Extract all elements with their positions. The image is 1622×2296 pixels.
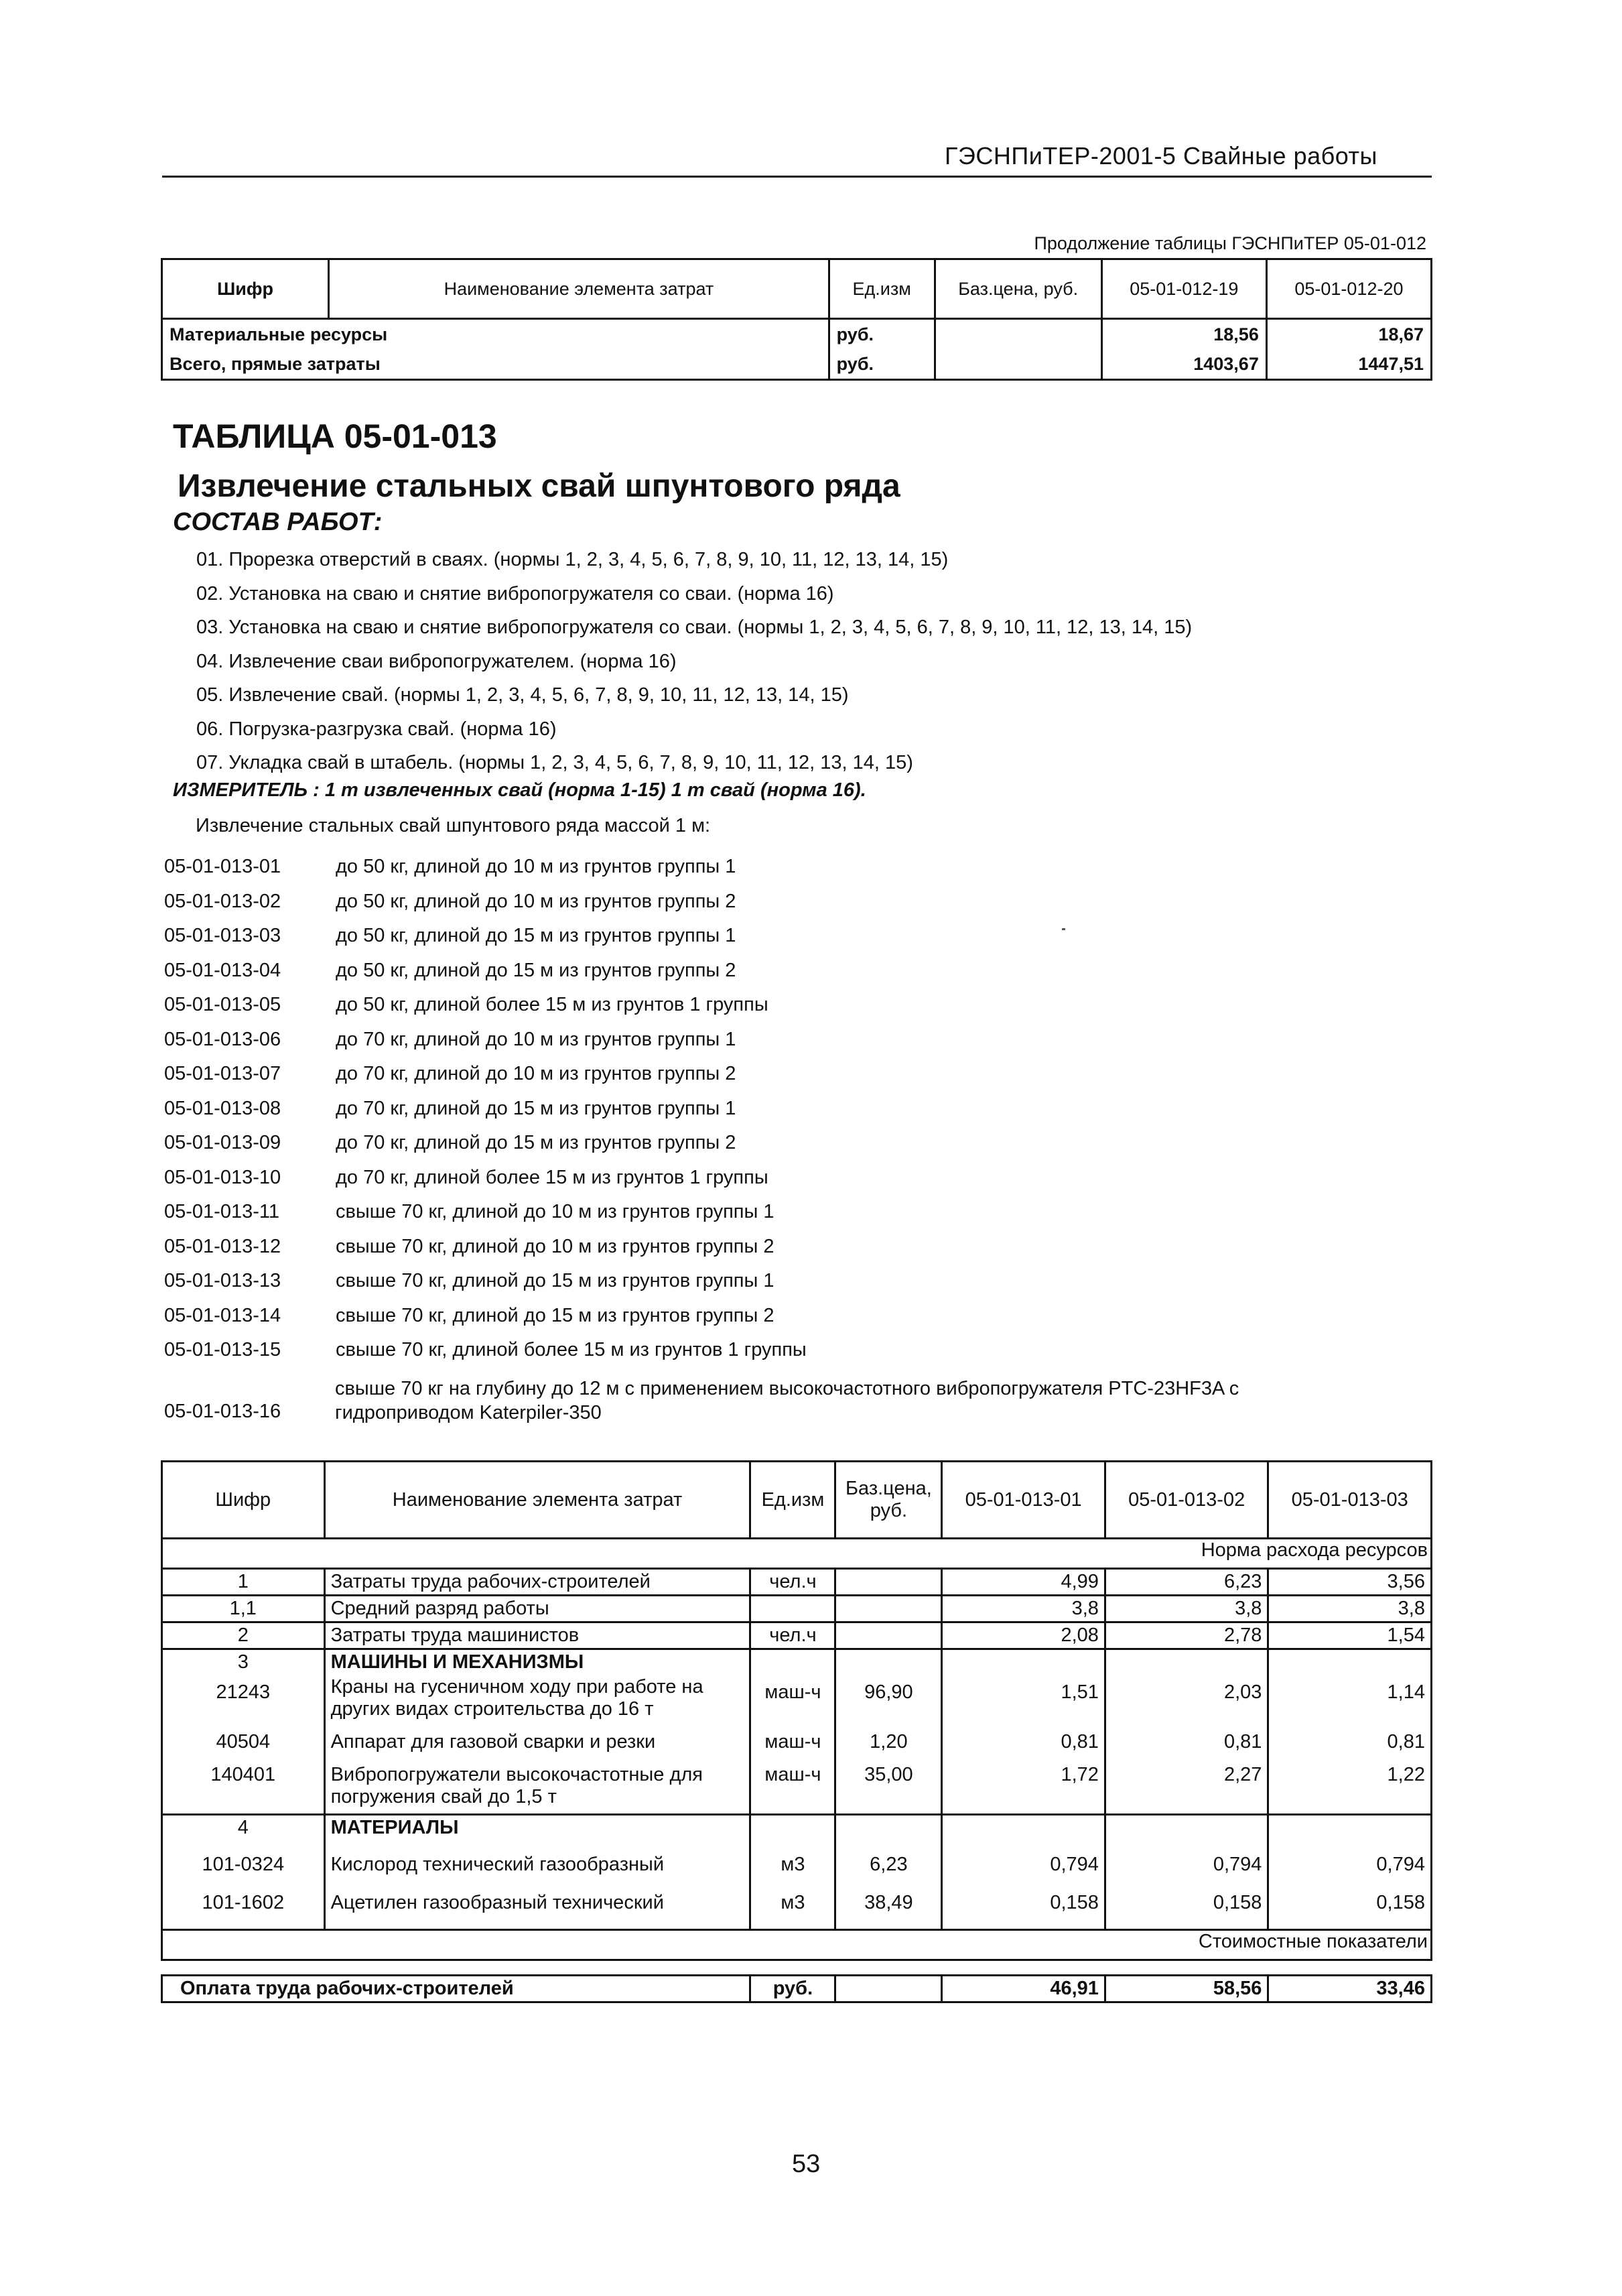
table-gap [162, 1960, 1432, 1976]
row-value: 3,8 [1105, 1596, 1268, 1622]
norm-code: 05-01-013-15 [164, 1339, 281, 1360]
list-item [164, 1126, 807, 1161]
row-price: 38,49 [835, 1877, 942, 1930]
list-item [164, 988, 807, 1023]
list-item [164, 1230, 807, 1265]
row-unit: руб. [829, 349, 935, 380]
codes-intro: Извлечение стальных свай шпунтового ряда массой 1 м: [196, 815, 711, 836]
table-row [162, 319, 1432, 350]
norm-code: 05-01-013-02 [164, 890, 281, 912]
list-item [164, 1057, 807, 1092]
row-code: 1 [162, 1569, 325, 1596]
row-price [835, 1815, 942, 1841]
row-value: 33,46 [1268, 1976, 1432, 2002]
norm-description: до 50 кг, длиной до 10 м из грунтов группы 1 [336, 856, 736, 877]
norm-code: 05-01-013-05 [164, 994, 281, 1015]
norm-description: до 50 кг, длиной до 10 м из грунтов группы 2 [336, 890, 736, 912]
norm-code: 05-01-013-09 [164, 1132, 281, 1153]
row-code: 4 [162, 1815, 325, 1841]
row-value: 1403,67 [1101, 349, 1266, 380]
col-header-unit: Ед.изм [750, 1462, 835, 1539]
row-value: 58,56 [1105, 1976, 1268, 2002]
row-value: 1,14 [1268, 1675, 1432, 1722]
row-value: 0,158 [942, 1877, 1105, 1930]
row-value: 1,54 [1268, 1622, 1432, 1649]
scan-speck [1062, 928, 1065, 930]
row-price [835, 1649, 942, 1675]
col-header-norm-02: 05-01-013-02 [1105, 1462, 1268, 1539]
list-item [164, 1264, 807, 1299]
norm-code: 05-01-013-11 [164, 1201, 279, 1222]
norm-description: до 50 кг, длиной до 15 м из грунтов группы 1 [336, 925, 736, 946]
row-value: 3,8 [942, 1596, 1105, 1622]
norm-code: 05-01-013-08 [164, 1097, 281, 1119]
table-row [162, 1722, 1432, 1755]
meter-line: ИЗМЕРИТЕЛЬ : 1 т извлеченных свай (норма 1-15) 1 т свай (норма 16). [173, 779, 866, 801]
row-unit [750, 1596, 835, 1622]
row-value: 0,794 [1268, 1840, 1432, 1877]
norm-description: до 70 кг, длиной до 10 м из грунтов группы 1 [336, 1028, 736, 1050]
row-value: 1,22 [1268, 1755, 1432, 1815]
col-header-price: Баз.цена, руб. [935, 259, 1101, 319]
norm-code: 05-01-013-13 [164, 1270, 281, 1291]
table-subtitle: Извлечение стальных свай шпунтового ряда [178, 468, 900, 504]
table-row [162, 1649, 1432, 1675]
list-item [164, 919, 807, 954]
norm-code: 05-01-013-07 [164, 1063, 281, 1084]
page-number: 53 [792, 2150, 821, 2178]
row-price: 1,20 [835, 1722, 942, 1755]
row-unit: маш-ч [750, 1675, 835, 1722]
works-heading: СОСТАВ РАБОТ: [173, 508, 383, 536]
row-value: 0,81 [942, 1722, 1105, 1755]
row-name: Краны на гусеничном ходу при работе на других видах строительства до 16 т [324, 1675, 750, 1722]
norm-code: 05-01-013-12 [164, 1235, 281, 1257]
norm-code: 05-01-013-06 [164, 1028, 281, 1050]
section-label: Стоимостные показатели [162, 1930, 1432, 1960]
table-row [162, 1569, 1432, 1596]
row-value: 18,67 [1266, 319, 1431, 350]
row-name: Вибропогружатели высокочастотные для погружения свай до 1,5 т [324, 1755, 750, 1815]
row-value: 0,81 [1268, 1722, 1432, 1755]
norm-code: 05-01-013-10 [164, 1166, 281, 1188]
row-unit [750, 1649, 835, 1675]
list-item [164, 1023, 807, 1058]
row-unit: маш-ч [750, 1722, 835, 1755]
list-item [164, 1092, 807, 1127]
norm-description: до 70 кг, длиной более 15 м из грунтов 1 группы [336, 1166, 768, 1188]
norm-description: до 70 кг, длиной до 15 м из грунтов группы 1 [336, 1097, 736, 1119]
section-label: Норма расхода ресурсов [162, 1539, 1432, 1569]
row-value [1268, 1649, 1432, 1675]
col-header-price: Баз.цена, руб. [835, 1462, 942, 1539]
row-value: 0,794 [942, 1840, 1105, 1877]
norm-description: свыше 70 кг, длиной до 15 м из грунтов группы 2 [336, 1304, 774, 1326]
resource-table [161, 1460, 1432, 2003]
list-item [164, 1195, 807, 1230]
list-item: 01. Прорезка отверстий в сваях. (нормы 1, 2, 3, 4, 5, 6, 7, 8, 9, 10, 11, 12, 13, 14, 15) [196, 549, 949, 570]
row-value [1268, 1815, 1432, 1841]
norm-code: 05-01-013-04 [164, 959, 281, 981]
row-value: 0,794 [1105, 1840, 1268, 1877]
table-row [162, 1815, 1432, 1841]
row-price: 35,00 [835, 1755, 942, 1815]
list-item: 02. Установка на сваю и снятие вибропогружателя со сваи. (норма 16) [196, 582, 834, 604]
norm-description-line: свыше 70 кг на глубину до 12 м с применением высокочастотного вибропогружателя PTC-23HF3A с [335, 1378, 1239, 1399]
row-price [835, 1622, 942, 1649]
table-row [162, 1622, 1432, 1649]
row-value: 3,56 [1268, 1569, 1432, 1596]
row-value: 3,8 [1268, 1596, 1432, 1622]
row-name: Ацетилен газообразный технический [324, 1877, 750, 1930]
row-code: 2 [162, 1622, 325, 1649]
list-item: 03. Установка на сваю и снятие вибропогружателя со сваи. (нормы 1, 2, 3, 4, 5, 6, 7, 8, 9, 10, 11, 12, 13, 14, 15) [196, 617, 1193, 638]
row-price: 96,90 [835, 1675, 942, 1722]
norm-description: до 70 кг, длиной до 15 м из грунтов группы 2 [336, 1132, 736, 1153]
row-value: 2,08 [942, 1622, 1105, 1649]
table-title: ТАБЛИЦА 05-01-013 [173, 418, 497, 455]
row-code: 40504 [162, 1722, 325, 1755]
table-row [162, 349, 1432, 380]
works-list [196, 543, 1192, 780]
row-code: 101-0324 [162, 1840, 325, 1877]
norm-description: свыше 70 кг, длиной до 15 м из грунтов группы 1 [336, 1270, 774, 1291]
row-value: 1,72 [942, 1755, 1105, 1815]
table-row [162, 1877, 1432, 1930]
list-item [164, 954, 807, 988]
pay-row [162, 1976, 1432, 2002]
running-header: ГЭСНПиТЕР-2001-5 Свайные работы [945, 142, 1377, 170]
row-value: 1,51 [942, 1675, 1105, 1722]
norm-code-16: 05-01-013-16 [164, 1401, 281, 1422]
col-header-unit: Ед.изм [829, 259, 935, 319]
col-header-norm-20: 05-01-012-20 [1266, 259, 1431, 319]
row-value [1105, 1815, 1268, 1841]
row-value: 2,27 [1105, 1755, 1268, 1815]
list-item: 04. Извлечение сваи вибропогружателем. (норма 16) [196, 650, 677, 672]
resource-header-row [162, 1462, 1432, 1539]
norm-description-line: гидроприводом Katerpiler-350 [335, 1402, 602, 1423]
row-name: Всего, прямые затраты [162, 349, 829, 380]
col-header-norm-01: 05-01-013-01 [942, 1462, 1105, 1539]
row-value: 4,99 [942, 1569, 1105, 1596]
table-row [162, 1675, 1432, 1722]
row-value [942, 1649, 1105, 1675]
row-name: Затраты труда машинистов [324, 1622, 750, 1649]
codes-list [164, 850, 807, 1368]
list-item [164, 885, 807, 919]
row-value: 0,158 [1105, 1877, 1268, 1930]
row-name: МАТЕРИАЛЫ [324, 1815, 750, 1841]
row-value: 18,56 [1101, 319, 1266, 350]
row-unit: маш-ч [750, 1755, 835, 1815]
row-unit: руб. [750, 1976, 835, 2002]
list-item [164, 850, 807, 885]
col-header-code: Шифр [162, 1462, 325, 1539]
norm-description-16 [335, 1377, 1239, 1425]
row-price [835, 1596, 942, 1622]
row-code: 21243 [162, 1675, 325, 1722]
row-value [1105, 1649, 1268, 1675]
continuation-table [161, 258, 1432, 381]
row-name: Оплата труда рабочих-строителей [162, 1976, 750, 2002]
row-value: 1447,51 [1266, 349, 1431, 380]
row-name: Материальные ресурсы [162, 319, 829, 350]
row-unit: руб. [829, 319, 935, 350]
list-item [164, 1161, 807, 1196]
row-value: 6,23 [1105, 1569, 1268, 1596]
norm-description: до 50 кг, длиной более 15 м из грунтов 1 группы [336, 994, 768, 1015]
row-code: 101-1602 [162, 1877, 325, 1930]
norm-description: до 70 кг, длиной до 10 м из грунтов группы 2 [336, 1063, 736, 1084]
table-row [162, 1755, 1432, 1815]
list-item: 05. Извлечение свай. (нормы 1, 2, 3, 4, 5, 6, 7, 8, 9, 10, 11, 12, 13, 14, 15) [196, 684, 849, 706]
norm-description: свыше 70 кг, длиной более 15 м из грунтов 1 группы [336, 1339, 807, 1360]
row-unit [750, 1815, 835, 1841]
norm-description: до 50 кг, длиной до 15 м из грунтов группы 2 [336, 959, 736, 981]
norm-code: 05-01-013-01 [164, 856, 281, 877]
row-price [935, 349, 1101, 380]
row-value: 2,03 [1105, 1675, 1268, 1722]
col-header-code: Шифр [162, 259, 329, 319]
row-value: 46,91 [942, 1976, 1105, 2002]
norm-description: свыше 70 кг, длиной до 10 м из грунтов группы 1 [336, 1201, 774, 1222]
row-unit: чел.ч [750, 1569, 835, 1596]
row-code: 1,1 [162, 1596, 325, 1622]
continuation-header-row [162, 259, 1432, 319]
row-value: 0,81 [1105, 1722, 1268, 1755]
row-name: МАШИНЫ И МЕХАНИЗМЫ [324, 1649, 750, 1675]
row-unit: м3 [750, 1840, 835, 1877]
header-rule [162, 176, 1432, 178]
list-item [164, 1333, 807, 1368]
row-value: 2,78 [1105, 1622, 1268, 1649]
row-price [935, 319, 1101, 350]
section-cost-row [162, 1930, 1432, 1960]
section-norm-row [162, 1539, 1432, 1569]
row-unit: м3 [750, 1877, 835, 1930]
row-price: 6,23 [835, 1840, 942, 1877]
col-header-name: Наименование элемента затрат [324, 1462, 750, 1539]
row-name: Затраты труда рабочих-строителей [324, 1569, 750, 1596]
continuation-caption: Продолжение таблицы ГЭСНПиТЕР 05-01-012 [1034, 233, 1426, 253]
row-code: 3 [162, 1649, 325, 1675]
row-value: 0,158 [1268, 1877, 1432, 1930]
row-unit: чел.ч [750, 1622, 835, 1649]
norm-description: свыше 70 кг, длиной до 10 м из грунтов группы 2 [336, 1235, 774, 1257]
row-name: Аппарат для газовой сварки и резки [324, 1722, 750, 1755]
norm-code: 05-01-013-03 [164, 925, 281, 946]
col-header-norm-19: 05-01-012-19 [1101, 259, 1266, 319]
row-value [942, 1815, 1105, 1841]
row-code: 140401 [162, 1755, 325, 1815]
col-header-norm-03: 05-01-013-03 [1268, 1462, 1432, 1539]
row-name: Кислород технический газообразный [324, 1840, 750, 1877]
list-item: 07. Укладка свай в штабель. (нормы 1, 2, 3, 4, 5, 6, 7, 8, 9, 10, 11, 12, 13, 14, 15) [196, 752, 913, 773]
row-price [835, 1569, 942, 1596]
list-item [164, 1299, 807, 1334]
table-row [162, 1596, 1432, 1622]
list-item: 06. Погрузка-разгрузка свай. (норма 16) [196, 718, 557, 740]
row-name: Средний разряд работы [324, 1596, 750, 1622]
norm-code: 05-01-013-14 [164, 1304, 281, 1326]
row-price [835, 1976, 942, 2002]
table-row [162, 1840, 1432, 1877]
col-header-name: Наименование элемента затрат [329, 259, 829, 319]
